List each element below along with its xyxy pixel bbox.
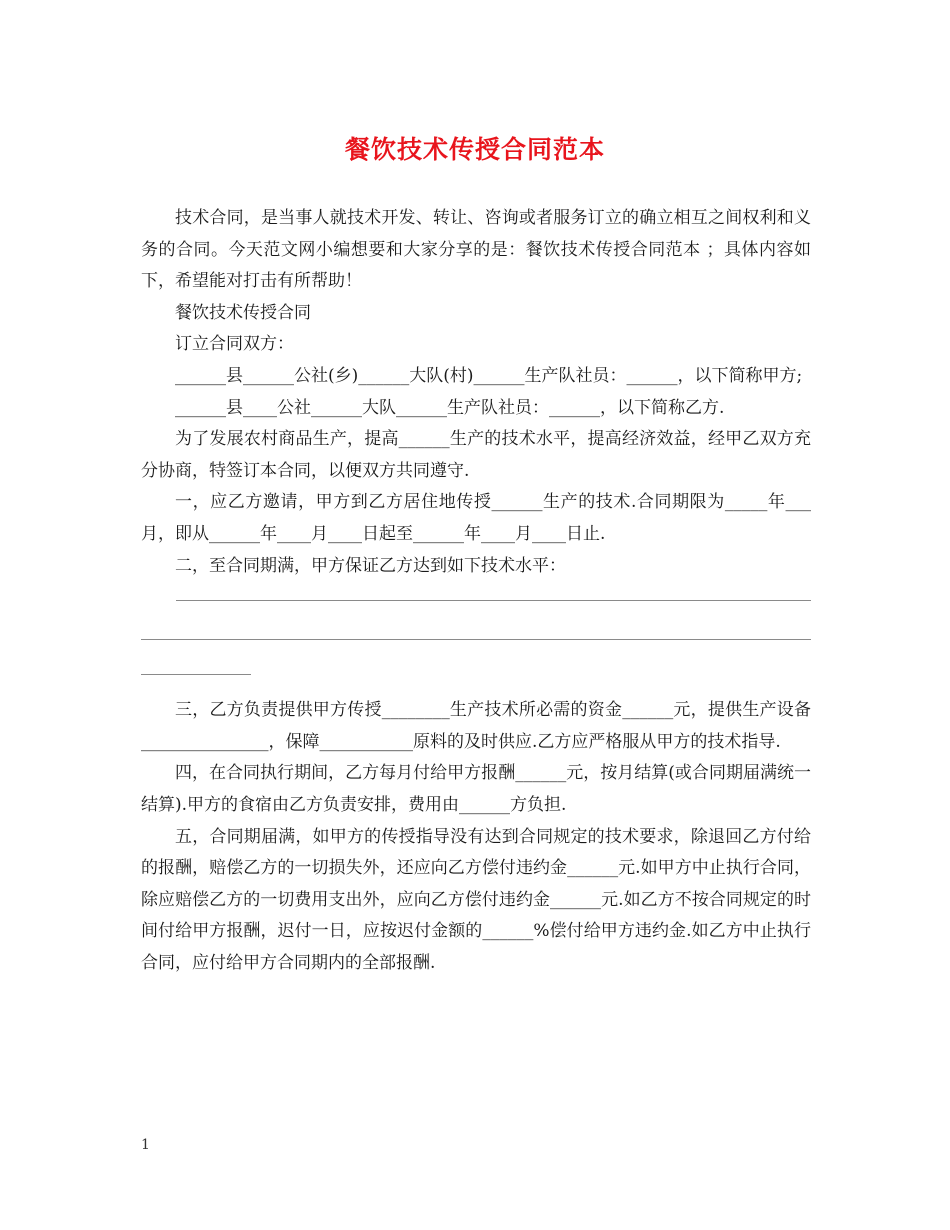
document-body xyxy=(141,203,811,979)
parties-heading: 订立合同双方： xyxy=(175,334,294,355)
fill-in-line xyxy=(141,639,811,640)
clause-three: 三，乙方负责提供甲方传授________生产技术所必需的资金______元，提供生产设备_______________，保障___________原料的及时供应.乙方应严格服从甲方的技术指导. xyxy=(141,700,811,752)
purpose-paragraph: 为了发展农村商品生产，提高______生产的技术水平，提高经济效益，经甲乙双方充分协商，特签订本合同，以便双方共同遵守. xyxy=(141,429,811,481)
spacer xyxy=(141,675,811,695)
party-a-line: ______县______公社(乡)______大队(村)______生产队社员：______，以下简称甲方; xyxy=(175,365,803,386)
contract-heading: 餐饮技术传授合同 xyxy=(175,302,311,323)
clause-one: 一，应乙方邀请，甲方到乙方居住地传授______生产的技术.合同期限为_____年___月，即从______年____月____日起至______年____月____日止. xyxy=(141,492,811,544)
clause-four: 四，在合同执行期间，乙方每月付给甲方报酬______元，按月结算(或合同期届满统一结算).甲方的食宿由乙方负责安排，费用由______方负担. xyxy=(141,763,811,815)
party-b-line: ______县____公社______大队______生产队社员：______，以下简称乙方. xyxy=(175,397,725,418)
clause-two: 二，至合同期满，甲方保证乙方达到如下技术水平： xyxy=(175,555,566,576)
fill-in-line xyxy=(176,600,811,601)
document-title: 餐饮技术传授合同范本 xyxy=(344,135,605,164)
clause-five: 五，合同期届满，如甲方的传授指导没有达到合同规定的技术要求，除退回乙方付给的报酬，赔偿乙方的一切损失外，还应向乙方偿付违约金______元.如甲方中止执行合同，除应赔偿乙方的一切费用支出外，应向乙方偿付违约金______元.如乙方不按合同规定的时间付给甲方报酬，迟付一日，应按迟付金额的______%偿付给甲方违约金.如乙方中止执行合同，应付给甲方合同期内的全部报酬. xyxy=(141,826,811,973)
intro-paragraph: 技术合同，是当事人就技术开发、转让、咨询或者服务订立的确立相互之间权利和义务的合同。今天范文网小编想要和大家分享的是：餐饮技术传授合同范本 ；具体内容如下，希望能对打击有所帮助！ xyxy=(141,208,811,292)
page-number: 1 xyxy=(141,1137,150,1153)
